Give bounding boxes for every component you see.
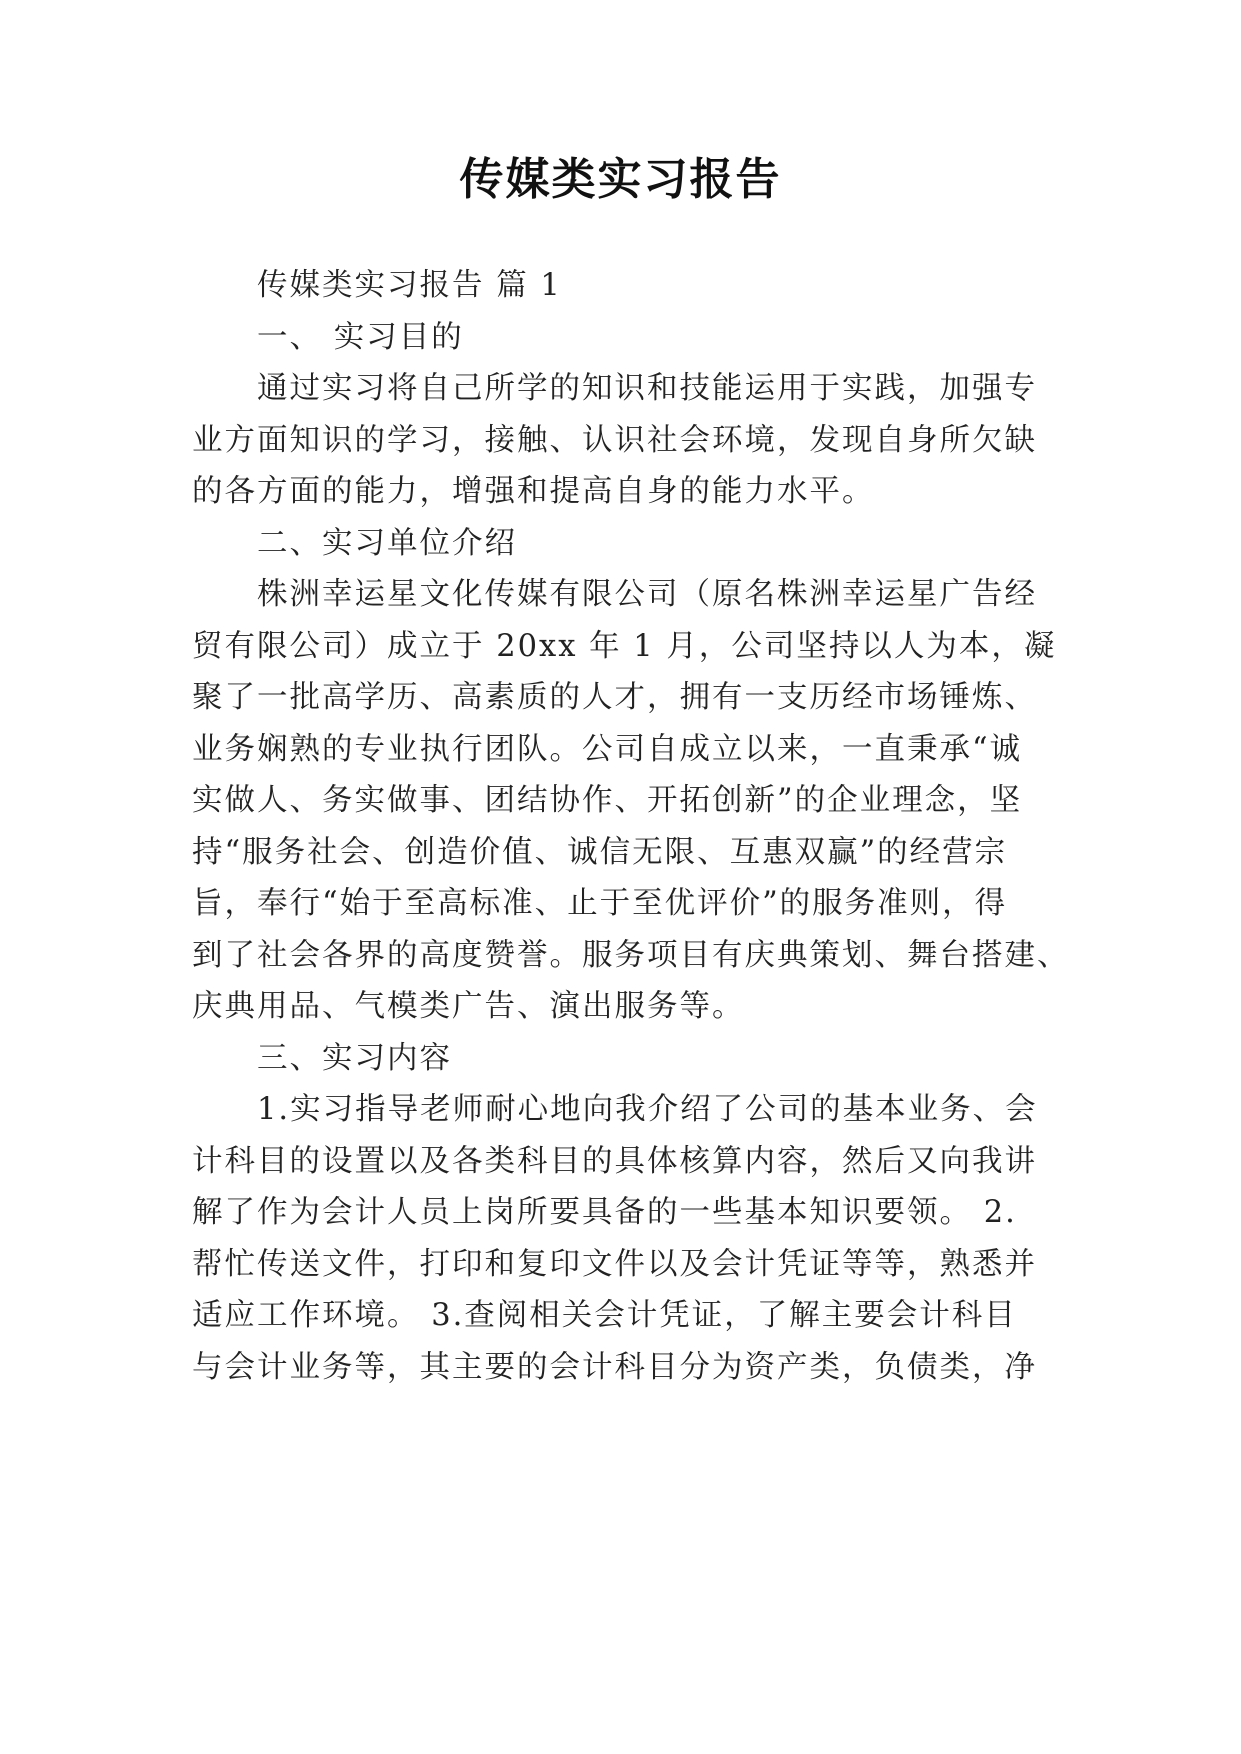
document-title: 传媒类实习报告 (459, 154, 782, 205)
paragraph-line: 适应工作环境。 3.查阅相关会计凭证，了解主要会计科目 (192, 1298, 1017, 1333)
paragraph-line: 计科目的设置以及各类科目的具体核算内容，然后又向我讲 (192, 1144, 1037, 1179)
paragraph-line: 与会计业务等，其主要的会计科目分为资产类，负债类，净 (192, 1350, 1037, 1385)
section-heading-article: 传媒类实习报告 篇 1 (257, 268, 562, 303)
section-heading-purpose: 一、 实习目的 (257, 320, 464, 355)
paragraph-line: 到了社会各界的高度赞誉。服务项目有庆典策划、舞台搭建、 (192, 938, 1070, 973)
paragraph-line: 业务娴熟的专业执行团队。公司自成立以来，一直秉承“诚 (192, 732, 1023, 767)
paragraph-line: 解了作为会计人员上岗所要具备的一些基本知识要领。 2. (192, 1195, 1017, 1230)
paragraph-line: 株洲幸运星文化传媒有限公司（原名株洲幸运星广告经 (257, 577, 1037, 612)
paragraph-line: 帮忙传送文件，打印和复印文件以及会计凭证等等，熟悉并 (192, 1247, 1037, 1282)
section-heading-company: 二、实习单位介绍 (257, 526, 517, 561)
paragraph-line: 通过实习将自己所学的知识和技能运用于实践，加强专 (257, 371, 1037, 406)
paragraph-line: 1.实习指导老师耐心地向我介绍了公司的基本业务、会 (257, 1092, 1038, 1127)
paragraph-line: 庆典用品、气模类广告、演出服务等。 (192, 989, 745, 1024)
paragraph-line: 聚了一批高学历、高素质的人才，拥有一支历经市场锤炼、 (192, 680, 1037, 715)
paragraph-line: 业方面知识的学习，接触、认识社会环境，发现自身所欠缺 (192, 423, 1037, 458)
paragraph-line: 的各方面的能力，增强和提高自身的能力水平。 (192, 474, 875, 509)
paragraph-line: 贸有限公司）成立于 20xx 年 1 月，公司坚持以人为本，凝 (192, 629, 1057, 664)
section-heading-content: 三、实习内容 (257, 1041, 452, 1076)
paragraph-line: 持“服务社会、创造价值、诚信无限、互惠双赢”的经营宗 (192, 835, 1008, 870)
paragraph-line: 实做人、务实做事、团结协作、开拓创新”的企业理念，坚 (192, 783, 1023, 818)
paragraph-line: 旨，奉行“始于至高标准、止于至优评价”的服务准则，得 (192, 886, 1008, 921)
